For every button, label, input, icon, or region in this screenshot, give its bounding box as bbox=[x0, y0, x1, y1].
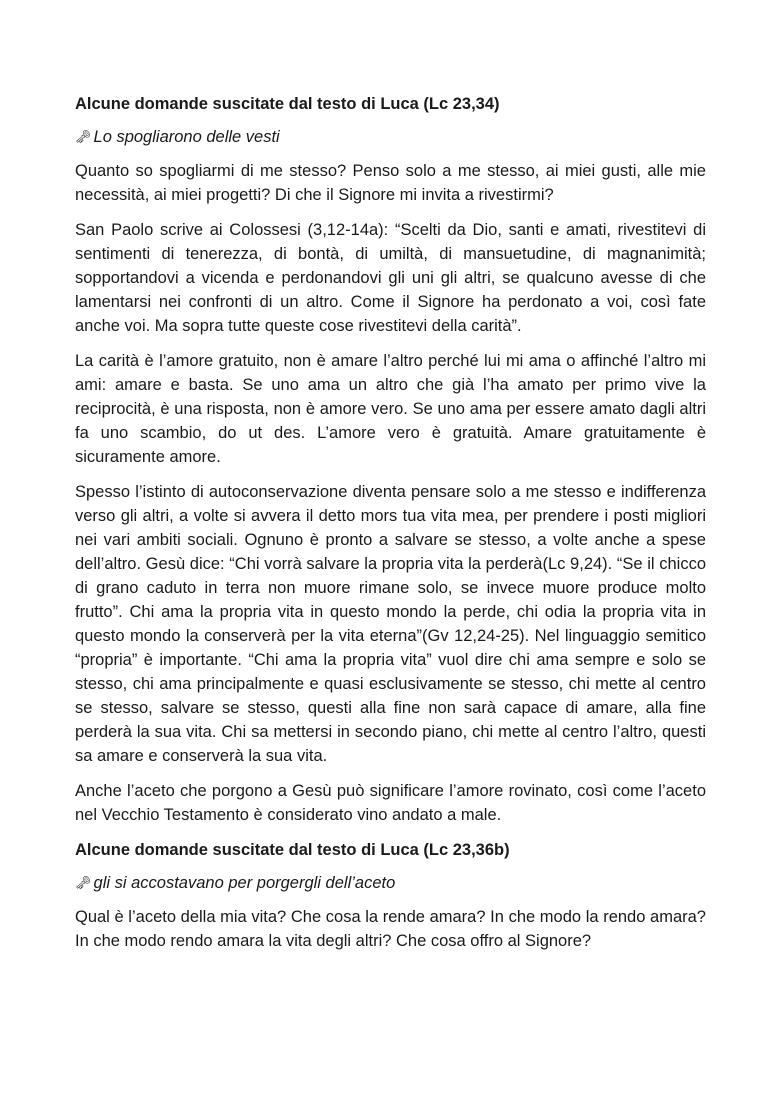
paragraph: Qual è l’aceto della mia vita? Che cosa la rende amara? In che modo la rendo amara? In che modo rendo amara la vita degli altri? Che cosa offro al Signore? bbox=[75, 908, 706, 950]
section-heading-1: Alcune domande suscitate dal testo di Luca (Lc 23,34) bbox=[75, 95, 500, 113]
key-icon: 🗝 bbox=[75, 875, 92, 890]
subheading-2-text: gli si accostavano per porgergli dell’aceto bbox=[93, 874, 396, 892]
paragraph: Spesso l’istinto di autoconservazione diventa pensare solo a me stesso e indifferenza verso gli altri, a volte si avvera il detto mors tua vita mea, per prendere i posti migliori nei vari ambiti sociali. Ognuno è pronto a salvare se stesso, a volte anche a spese dell’altro. Gesù dice: “Chi vorrà salvare la propria vita la perderà(Lc 9,24). “Se il chicco di grano caduto in terra non muore rimane solo, se invece muore produce molto frutto”. Chi ama la propria vita in questo mondo la perde, chi odia la propria vita in questo mondo la conserverà per la vita eterna”(Gv 12,24-25). Nel linguaggio semitico “propria” è importante. “Chi ama la propria vita” vuol dire chi ama sempre e solo se stesso, chi ama principalmente e quasi esclusivamente se stesso, chi mette al centro se stesso, salvare se stesso, questi alla fine non sarà capace di amare, alla fine perderà la sua vita. Chi sa mettersi in secondo piano, chi mette al centro l’altro, questi sa amare e conserverà la sua vita. bbox=[75, 483, 706, 765]
subheading-2 bbox=[75, 871, 706, 895]
document-page bbox=[75, 92, 706, 964]
paragraph: San Paolo scrive ai Colossesi (3,12-14a): “Scelti da Dio, santi e amati, rivestitevi di sentimenti di tenerezza, di bontà, di umiltà, di mansuetudine, di magnanimità; sopportandovi a vicenda e perdonandovi gli uni gli altri, se qualcuno avesse di che lamentarsi nei confronti di un altro. Come il Signore ha perdonato a voi, così fate anche voi. Ma sopra tutte queste cose rivestitevi della carità”. bbox=[75, 221, 706, 335]
subheading-1-text: Lo spogliarono delle vesti bbox=[93, 128, 280, 146]
subheading-1 bbox=[75, 125, 706, 149]
paragraph: La carità è l’amore gratuito, non è amare l’altro perché lui mi ama o affinché l’altro mi ami: amare e basta. Se uno ama un altro che già l’ha amato per primo vive la reciprocità, è una risposta, non è amore vero. Se uno ama per essere amato dagli altri fa uno scambio, do ut des. L’amore vero è gratuità. Amare gratuitamente è sicuramente amore. bbox=[75, 352, 706, 466]
key-icon: 🗝 bbox=[75, 129, 92, 144]
section-heading-2: Alcune domande suscitate dal testo di Luca (Lc 23,36b) bbox=[75, 841, 510, 859]
paragraph: Anche l’aceto che porgono a Gesù può significare l’amore rovinato, così come l’aceto nel Vecchio Testamento è considerato vino andato a male. bbox=[75, 782, 706, 824]
paragraph: Quanto so spogliarmi di me stesso? Penso solo a me stesso, ai miei gusti, alle mie necessità, ai miei progetti? Di che il Signore mi invita a rivestirmi? bbox=[75, 162, 706, 204]
